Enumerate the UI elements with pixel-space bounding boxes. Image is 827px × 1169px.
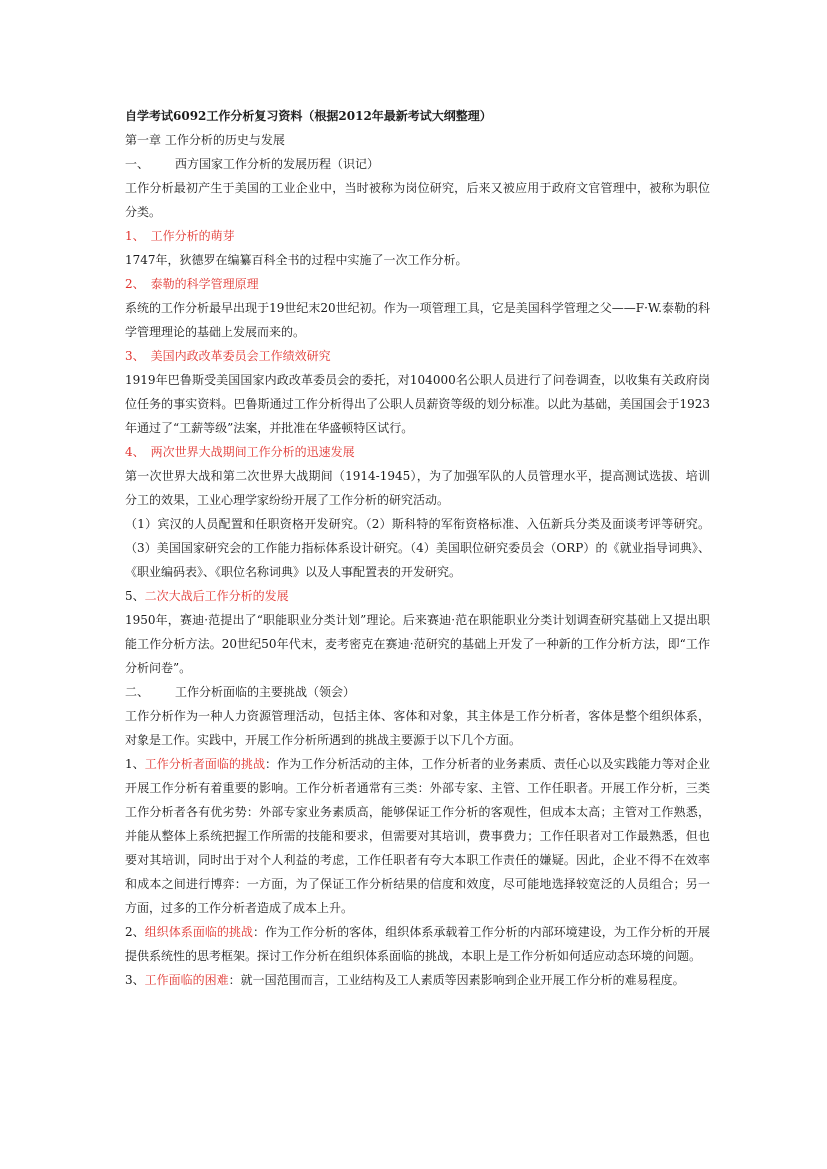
challenge-1-number: 1、 <box>125 757 145 771</box>
challenge-3-label: 工作面临的困难 <box>144 973 229 987</box>
challenge-2-text: ：作为工作分析的客体，组织体系承载着工作分析的内部环境建设，为工作分析的开展提供系统性的思考框架。探讨工作分析在组织体系面临的挑战，本职上是工作分析如何适应动态环境的问题。 <box>125 925 710 963</box>
paragraph-2: 系统的工作分析最早出现于19世纪末20世纪初。作为一项管理工具，它是美国科学管理之父——F·W.泰勒的科学管理理论的基础上发展而来的。 <box>125 301 710 339</box>
challenge-1-label: 工作分析者面临的挑战 <box>144 757 265 771</box>
section-2-number: 二、 <box>125 685 150 699</box>
paragraph-4b: （1）宾汉的人员配置和任职资格开发研究。（2）斯科特的军衔资格标准、入伍新兵分类及面谈考评等研究。（3）美国国家研究会的工作能力指标体系设计研究。（4）美国职位研究委员会（ORP）的《就业指导词典》、《职业编码表》、《职位名称词典》以及人事配置表的开发研究。 <box>125 517 710 579</box>
section-1-text: 西方国家工作分析的发展历程（识记） <box>175 157 380 171</box>
section-heading-1 <box>125 152 710 176</box>
subheading-5-text: 二次大战后工作分析的发展 <box>144 589 289 603</box>
paragraph-1: 1747年，狄德罗在编纂百科全书的过程中实施了一次工作分析。 <box>125 253 468 267</box>
subheading-1: 1、 工作分析的萌芽 <box>125 229 235 243</box>
section-2-text: 工作分析面临的主要挑战（领会） <box>175 685 356 699</box>
challenge-2-number: 2、 <box>125 925 145 939</box>
paragraph-4a: 第一次世界大战和第二次世界大战期间（1914-1945），为了加强军队的人员管理水平，提高测试选拔、培训分工的效果，工业心理学家纷纷开展了工作分析的研究活动。 <box>125 469 710 507</box>
challenge-3-number: 3、 <box>125 973 145 987</box>
challenge-1 <box>125 752 710 920</box>
challenge-1-text: ：作为工作分析活动的主体，工作分析者的业务素质、责任心以及实践能力等对企业开展工作分析有着重要的影响。工作分析者通常有三类：外部专家、主管、工作任职者。开展工作分析，三类工作分析者各有优劣势：外部专家业务素质高，能够保证工作分析的客观性，但成本太高；主管对工作熟悉，并能从整体上系统把握工作所需的技能和要求，但需要对其培训，费事费力；工作任职者对工作最熟悉，但也要对其培训，同时出于对个人利益的考虑，工作任职者有夸大本职工作责任的嫌疑。因此，企业不得不在效率和成本之间进行博弈：一方面，为了保证工作分析结果的信度和效度，尽可能地选择较宽泛的人员组合；另一方面，过多的工作分析者造成了成本上升。 <box>125 757 710 915</box>
challenge-3 <box>125 968 710 992</box>
challenge-2-label: 组织体系面临的挑战 <box>144 925 253 939</box>
subheading-5 <box>125 584 710 608</box>
chapter-heading: 第一章 工作分析的历史与发展 <box>125 133 285 147</box>
subheading-4: 4、 两次世界大战期间工作分析的迅速发展 <box>125 445 355 459</box>
paragraph-intro: 工作分析最初产生于美国的工业企业中，当时被称为岗位研究，后来又被应用于政府文官管理中，被称为职位分类。 <box>125 181 710 219</box>
subheading-5-number: 5、 <box>125 589 145 603</box>
challenge-3-text: ：就一国范围而言，工业结构及工人素质等因素影响到企业开展工作分析的难易程度。 <box>228 973 685 987</box>
document-body <box>125 104 710 992</box>
section-heading-2 <box>125 680 710 704</box>
document-title: 自学考试6092工作分析复习资料（根据2012年最新考试大纲整理） <box>125 109 492 123</box>
paragraph-3: 1919年巴鲁斯受美国国家内政改革委员会的委托，对104000名公职人员进行了问卷调查，以收集有关政府岗位任务的事实资料。巴鲁斯通过工作分析得出了公职人员薪资等级的划分标准。以此为基础，美国国会于1923年通过了“工薪等级”法案，并批准在华盛顿特区试行。 <box>125 373 710 435</box>
challenge-2 <box>125 920 710 968</box>
section-1-number: 一、 <box>125 157 150 171</box>
subheading-3: 3、 美国内政改革委员会工作绩效研究 <box>125 349 331 363</box>
paragraph-section-2: 工作分析作为一种人力资源管理活动，包括主体、客体和对象，其主体是工作分析者，客体是整个组织体系，对象是工作。实践中，开展工作分析所遇到的挑战主要源于以下几个方面。 <box>125 709 710 747</box>
subheading-2: 2、 泰勒的科学管理原理 <box>125 277 259 291</box>
paragraph-5: 1950年，赛迪·范提出了“职能职业分类计划”理论。后来赛迪·范在职能职业分类计划调查研究基础上又提出职能工作分析方法。20世纪50年代末，麦考密克在赛迪·范研究的基础上开发了一种新的工作分析方法，即“工作分析问卷”。 <box>125 613 710 675</box>
